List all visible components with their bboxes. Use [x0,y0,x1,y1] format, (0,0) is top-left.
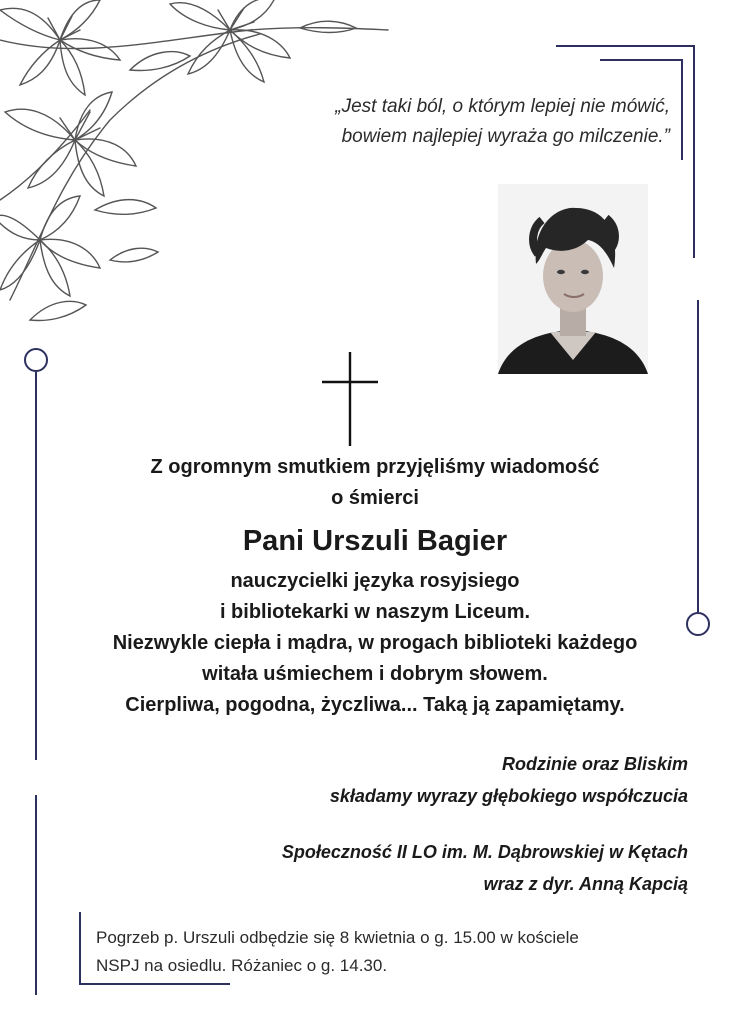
cross-icon [318,352,382,446]
quote-line-2: bowiem najlepiej wyraża go milczenie.” [341,126,670,147]
quote [250,92,670,152]
signature [150,836,688,900]
portrait-photo [498,184,648,374]
frame-left-circle [25,349,47,371]
portrait-illustration [498,184,648,374]
announcement-line-1: Z ogromnym smutkiem przyjęliśmy wiadomość [150,456,600,478]
lily-leaves [30,21,356,320]
lily-ornament [0,0,400,340]
quote-line-1: „Jest taki ból, o którym lepiej nie mówić, [335,96,670,117]
condolences-line-1: Rodzinie oraz Bliskim [501,754,688,774]
funeral-line-2: NSPJ na osiedlu. Różaniec o g. 14.30. [96,956,388,975]
signature-line-1: Społeczność II LO im. M. Dąbrowskiej w Kętach [281,842,688,862]
signature-line-2: wraz z dyr. Anną Kapcią [483,874,688,894]
funeral-line-1: Pogrzeb p. Urszuli odbędzie się 8 kwietnia o g. 15.00 w kościele [96,928,579,947]
condolences-line-2: składamy wyrazy głębokiego współczucia [329,786,688,806]
lily-flower-4 [170,0,290,82]
role-line-1: nauczycielki języka rosyjsiego [230,570,520,592]
description-line-2: witała uśmiechem i dobrym słowem. [202,663,548,685]
lily-flower-3 [0,196,100,296]
condolences [200,748,688,812]
description-line-1: Niezwykle ciepła i mądra, w progach biblioteki każdego [112,632,638,654]
announcement [40,452,710,721]
announcement-line-2: o śmierci [331,487,419,509]
funeral-info [96,924,696,980]
description-line-3: Cierpliwa, pogodna, życzliwa... Taką ją zapamiętamy. [125,694,625,716]
deceased-name: Pani Urszuli Bagier [242,525,508,557]
role-line-2: i bibliotekarki w naszym Liceum. [219,601,531,623]
